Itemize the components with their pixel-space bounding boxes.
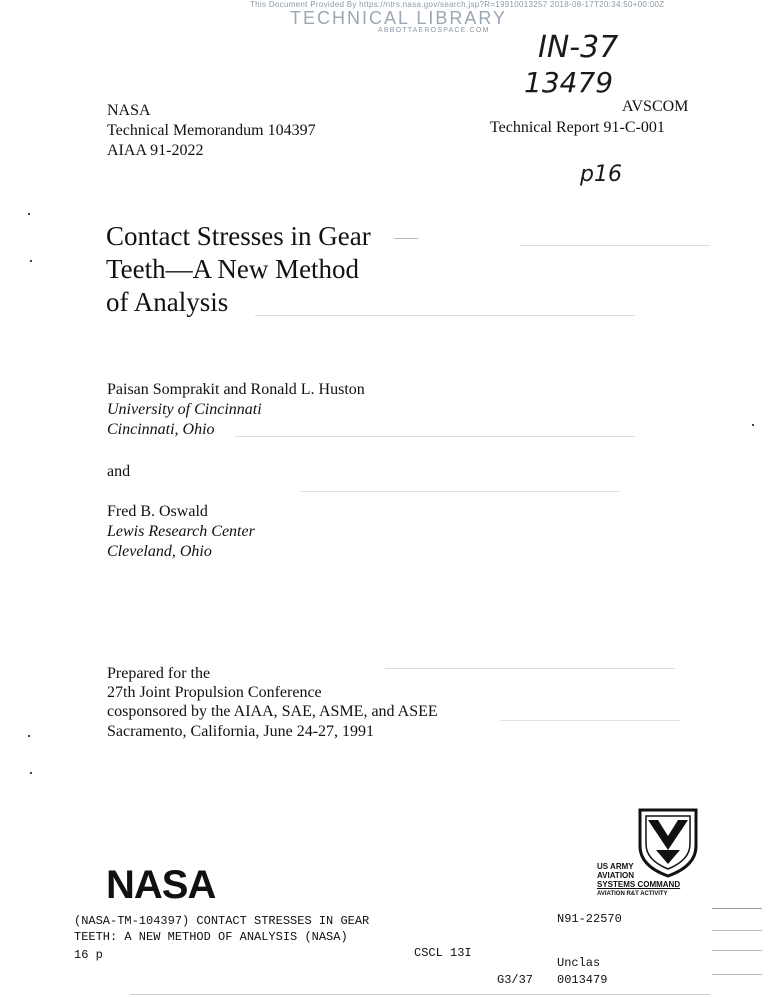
army-logo-line-3: SYSTEMS COMMAND <box>597 880 681 889</box>
nasa-logo: NASA <box>106 863 216 907</box>
header-report: Technical Report 91-C-001 <box>490 119 665 136</box>
prepared-line-2: 27th Joint Propulsion Conference <box>107 684 322 701</box>
banner-site: ABBOTTAEROSPACE.COM <box>378 27 490 34</box>
authors-and: and <box>107 463 131 480</box>
scan-mark <box>235 436 635 437</box>
army-logo-line-1: US ARMY <box>597 862 634 871</box>
scan-mark <box>385 668 675 669</box>
scan-mark <box>130 994 710 995</box>
header-avscom: AVSCOM <box>622 98 689 115</box>
handwritten-accession: IN-37 <box>538 30 619 65</box>
scan-mark <box>500 720 680 721</box>
handwritten-number: 13479 <box>524 66 614 99</box>
scan-speck <box>30 772 32 774</box>
scan-mark <box>712 908 762 909</box>
catalog-unclas: Unclas <box>557 956 601 970</box>
army-logo-line-2: AVIATION <box>597 871 635 880</box>
prepared-line-4: Sacramento, California, June 24-27, 1991 <box>107 723 375 740</box>
catalog-group: G3/37 <box>497 973 534 987</box>
catalog-line-2: TEETH: A NEW METHOD OF ANALYSIS (NASA) <box>74 930 348 944</box>
prepared-line-1: Prepared for the <box>107 665 211 682</box>
army-logo-line-4: AVIATION R&T ACTIVITY <box>597 891 668 897</box>
header-memo: Technical Memorandum 104397 <box>107 122 316 139</box>
scan-mark <box>712 930 762 931</box>
author-names: Paisan Somprakit and Ronald L. Huston <box>107 381 365 398</box>
handwritten-pages: p16 <box>580 162 622 187</box>
title-line-1: Contact Stresses in Gear <box>106 221 371 251</box>
header-agency: NASA <box>107 102 151 119</box>
author2-location: Cleveland, Ohio <box>107 543 212 560</box>
catalog-pages: 16 p <box>74 948 103 962</box>
scan-speck <box>752 424 754 426</box>
banner-source-line: This Document Provided By https://ntrs.nasa.gov/search.jsp?R=19910013257 2018-08-17T20:34:50+00:00Z <box>250 0 665 9</box>
scan-speck <box>30 260 32 262</box>
author-location: Cincinnati, Ohio <box>107 421 215 438</box>
scan-speck <box>28 213 30 215</box>
scan-mark <box>712 974 762 975</box>
header-aiaa: AIAA 91-2022 <box>107 142 204 159</box>
author-affiliation: University of Cincinnati <box>107 401 262 418</box>
catalog-number: 0013479 <box>557 973 608 987</box>
scan-speck <box>28 735 30 737</box>
scan-mark <box>520 245 710 246</box>
scan-mark <box>712 950 762 951</box>
library-banner <box>250 0 750 40</box>
author2-affiliation: Lewis Research Center <box>107 523 255 540</box>
army-aviation-shield-icon <box>636 806 700 878</box>
catalog-line-1: (NASA-TM-104397) CONTACT STRESSES IN GEAR <box>74 914 370 928</box>
catalog-cscl: CSCL 13I <box>414 946 472 960</box>
prepared-line-3: cosponsored by the AIAA, SAE, ASME, and ASEE <box>107 703 438 720</box>
scan-mark <box>255 315 635 316</box>
banner-library-title: TECHNICAL LIBRARY <box>290 8 508 28</box>
author2-name: Fred B. Oswald <box>107 503 208 520</box>
catalog-accession: N91-22570 <box>557 912 622 926</box>
scan-mark <box>394 238 418 239</box>
title-line-2: Teeth—A New Method <box>106 254 360 284</box>
title-line-3: of Analysis <box>106 287 229 317</box>
scan-mark <box>300 491 620 492</box>
